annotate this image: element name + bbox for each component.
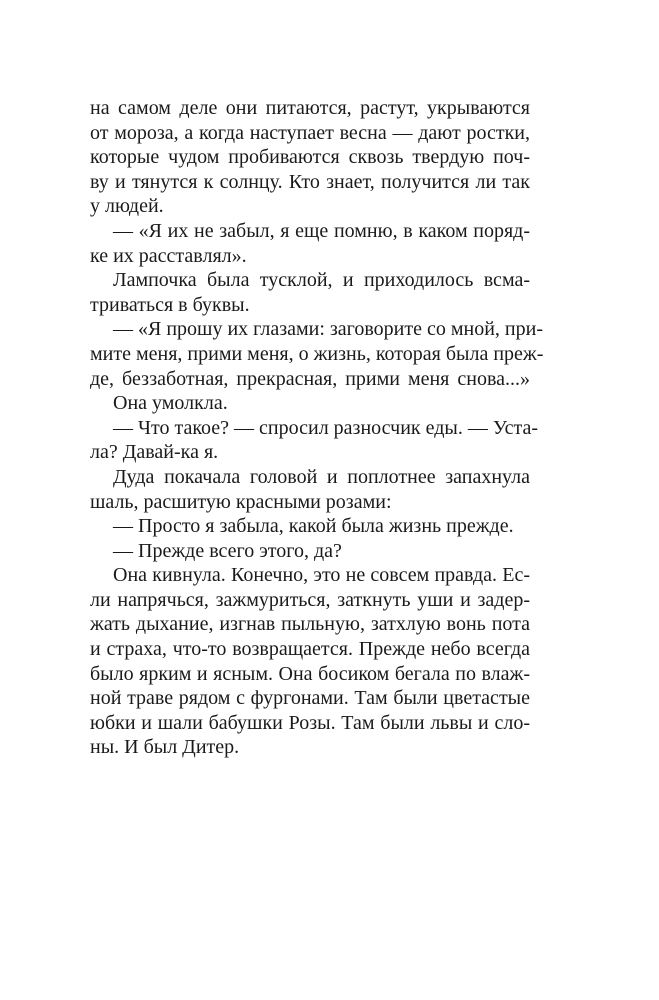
- text-line: ны. И был Дитер.: [90, 736, 240, 759]
- text-line: на самом деле они питаются, растут, укрываются: [90, 97, 530, 119]
- text-line: — Что такое? — спросил разносчик еды. — Уста-: [113, 416, 538, 439]
- text-line: — «Я прошу их глазами: заговорите со мной, при-: [113, 318, 543, 341]
- text-line: было ярким и ясным. Она босиком бегала по влаж-: [90, 662, 530, 685]
- text-line: жать дыхание, изгнав пыльную, затхлую вонь пота: [90, 613, 530, 636]
- text-line: у людей.: [90, 195, 164, 218]
- text-line: Дуда покачала головой и поплотнее запахнула: [113, 465, 530, 488]
- text-line: — «Я их не забыл, я еще помню, в каком поряд-: [113, 219, 530, 242]
- text-line: де, беззаботная, прекрасная, прими меня снова...»: [90, 367, 530, 390]
- text-line: — Прежде всего этого, да?: [113, 539, 342, 562]
- text-line: — Просто я забыла, какой была жизнь прежде.: [113, 515, 514, 538]
- text-line: Лампочка была тусклой, и приходилось всма-: [113, 269, 530, 292]
- text-line: которые чудом пробиваются сквозь твердую поч-: [90, 146, 530, 169]
- text-line: ла? Давай-ка я.: [90, 441, 219, 464]
- text-line: ву и тянутся к солнцу. Кто знает, получится ли так: [90, 170, 530, 193]
- text-line: ной траве рядом с фургонами. Там были цветастые: [90, 687, 530, 710]
- text-line: триваться в буквы.: [90, 293, 250, 316]
- text-line: шаль, расшитую красными розами:: [90, 490, 392, 513]
- text-line: и страха, что-то возвращается. Прежде небо всегда: [90, 638, 530, 661]
- text-line: мите меня, прими меня, о жизнь, которая была преж-: [90, 342, 544, 365]
- text-line: Она кивнула. Конечно, это не совсем правда. Ес-: [113, 564, 530, 587]
- text-line: от мороза, а когда наступает весна — дают ростки,: [90, 121, 530, 144]
- text-line: Она умолкла.: [113, 392, 228, 415]
- text-line: юбки и шали бабушки Розы. Там были львы и сло-: [90, 711, 530, 734]
- page-text: [90, 96, 544, 760]
- text-line: ке их расставлял».: [90, 244, 247, 267]
- text-line: ли напрячься, зажмуриться, заткнуть уши и задер-: [90, 588, 530, 611]
